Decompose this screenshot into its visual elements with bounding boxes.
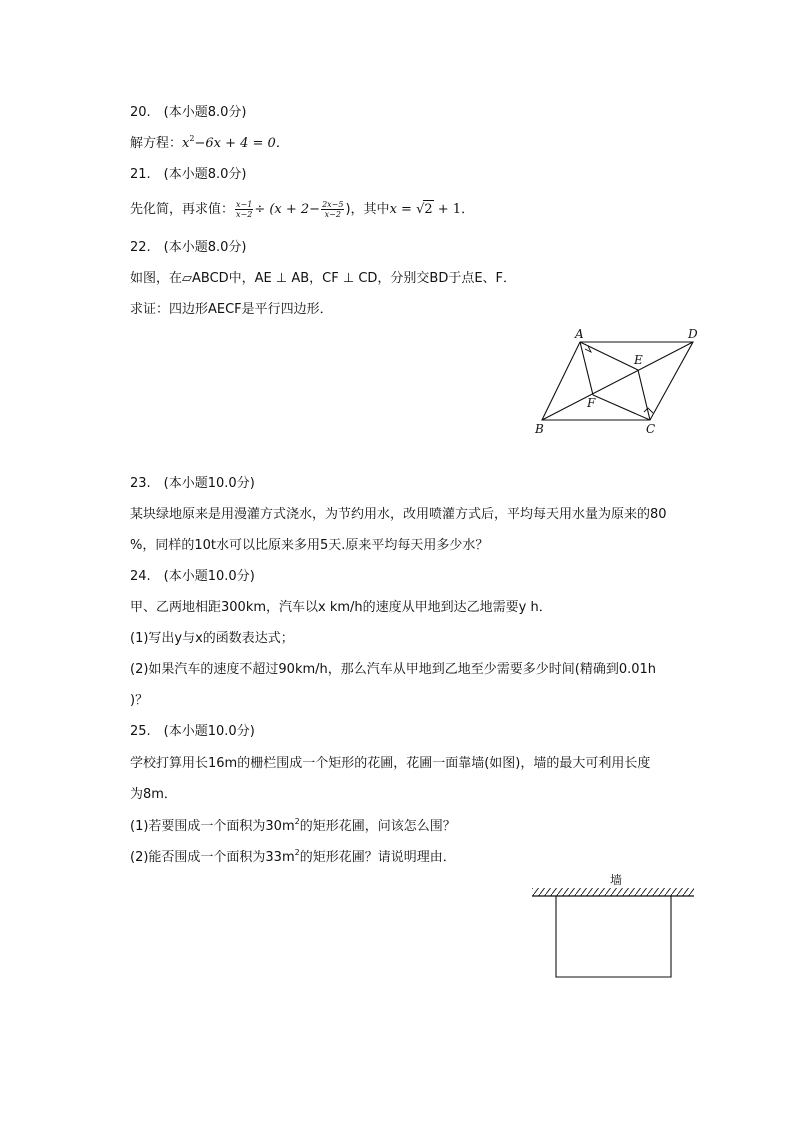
q20-equation: 解方程：$x^2-6x + 4 = 0$． xyxy=(130,134,289,151)
segment-ec xyxy=(638,370,650,420)
q24-line4: )？ xyxy=(130,693,149,708)
q25-line1: 学校打算用长16m的栅栏围成一个矩形的花圃，花圃一面靠墙(如图)，墙的最大可利用长度 xyxy=(130,756,651,771)
sqrt-symbol: √ xyxy=(416,202,425,217)
q21-header: 21. (本小题8.0分) xyxy=(130,167,247,182)
q24-header: 24. (本小题10.0分) xyxy=(130,569,255,584)
q24-line1: 甲、乙两地相距300km，汽车以x km/h的速度从甲地到达乙地需要y h． xyxy=(130,600,552,615)
q23-header: 23. (本小题10.0分) xyxy=(130,476,255,491)
q24-line3: (2)如果汽车的速度不超过90km/h，那么汽车从甲地到乙地至少需要多少时间(精确到0.01h xyxy=(130,662,657,677)
label-e: E xyxy=(634,353,643,367)
q22-line1: 如图，在▱ABCD中，AE ⊥ AB，CF ⊥ CD，分别交BD于点E、F． xyxy=(130,271,517,286)
wall-hatching xyxy=(532,888,694,896)
q25-line2: 为8m． xyxy=(130,787,177,802)
diagonal-bd xyxy=(542,342,693,420)
q20-exponent: 2 xyxy=(189,134,195,143)
segment-ae xyxy=(580,342,638,370)
q21-fraction-1: $\frac{x-1}{x-2}$ xyxy=(236,200,253,219)
q21-expression: 先化简，再求值： $\frac{x-1}{x-2}$ ÷ (x + 2− $\frac{2x-5}{x-2}$ )，其中x = √2 + 1． xyxy=(130,200,475,219)
label-f: F xyxy=(587,396,596,410)
parallelogram-figure xyxy=(530,325,705,440)
q25-line3: (1)若要围成一个面积为$30m^2$的矩形花圃，问该怎么围？ xyxy=(130,817,456,834)
q23-line1: 某块绿地原来是用漫灌方式浇水，为节约用水，改用喷灌方式后，平均每天用水量为原来的80 xyxy=(130,507,667,522)
label-a: A xyxy=(575,327,584,341)
q25-header: 25. (本小题10.0分) xyxy=(130,724,255,739)
q21-root-value: 2 xyxy=(424,202,433,217)
q24-line2: (1)写出y与x的函数表达式； xyxy=(130,631,294,646)
q25-line4: (2)能否围成一个面积为$33m^2$的矩形花圃？请说明理由． xyxy=(130,848,456,865)
wall-label: 墙 xyxy=(610,873,623,887)
q23-line2: %，同样的10t水可以比原来多用5天.原来平均每天用多少水？ xyxy=(130,538,489,553)
garden-rectangle xyxy=(556,896,671,977)
q21-fraction-2: $\frac{2x-5}{x-2}$ xyxy=(322,200,344,219)
q22-header: 22. (本小题8.0分) xyxy=(130,240,247,255)
segment-fc xyxy=(593,395,650,420)
label-d: D xyxy=(688,327,698,341)
wall-rectangle-figure xyxy=(528,870,698,982)
q20-header: 20. (本小题8.0分) xyxy=(130,105,247,120)
label-c: C xyxy=(646,422,656,436)
label-b: B xyxy=(535,422,544,436)
q22-line2: 求证：四边形AECF是平行四边形． xyxy=(130,302,333,317)
